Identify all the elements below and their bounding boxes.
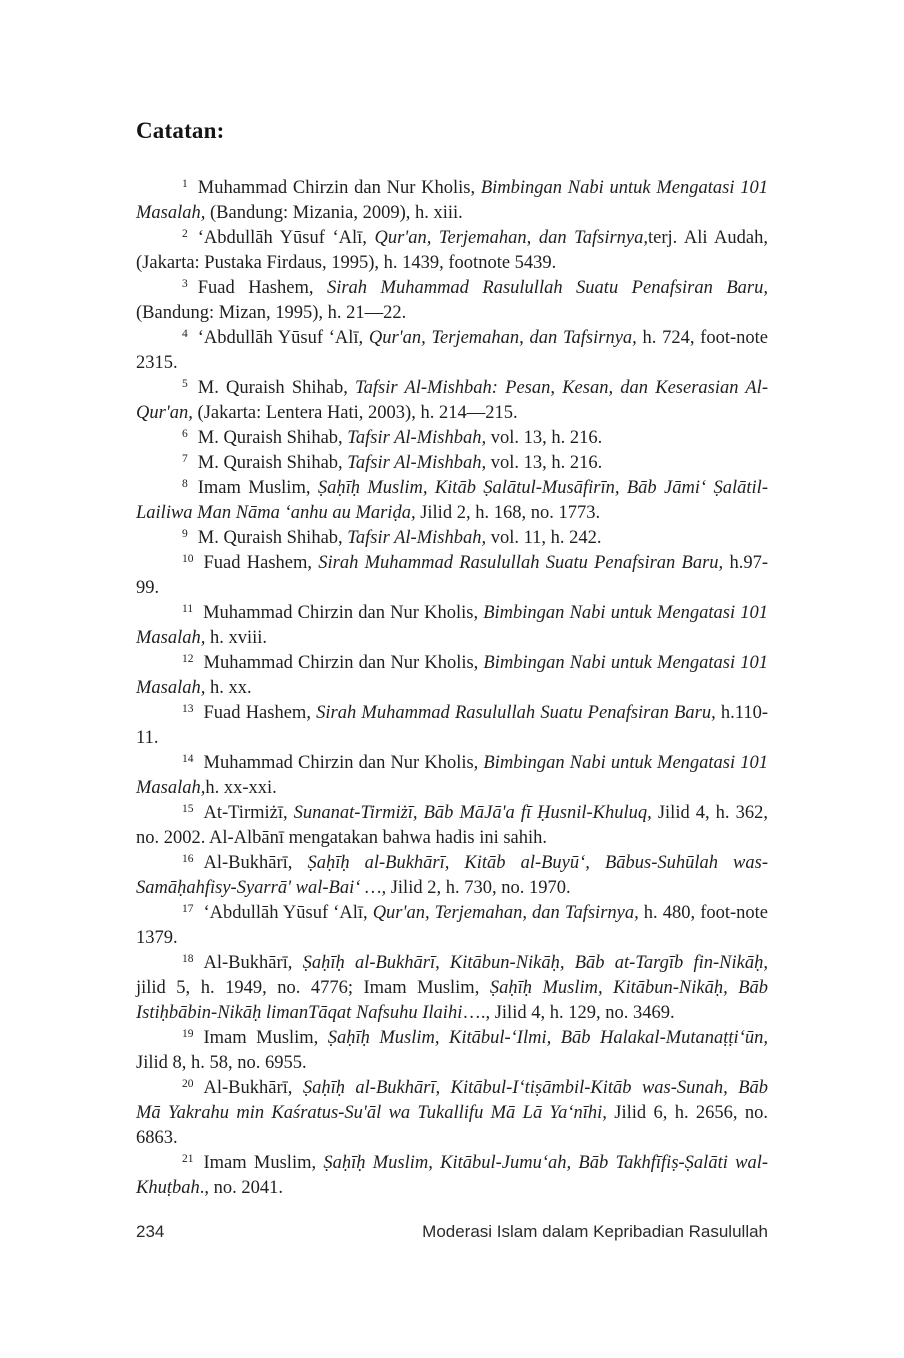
footnote-number: 8 — [182, 478, 188, 490]
page-footer — [136, 1222, 768, 1242]
footnote-text: ., no. 2041. — [199, 1178, 283, 1198]
footnote-text: (Jakarta: Lentera Hati, 2003), h. 214—215. — [192, 403, 518, 423]
footnote-text: Muhammad Chirzin dan Nur Kholis, — [203, 603, 484, 623]
footnote-text: Bimbingan Nabi untuk Mengatasi 101 Masalah, — [136, 653, 769, 698]
footnote — [136, 1151, 768, 1201]
footnote-text: Bimbingan Nabi untuk Mengatasi 101 Masalah, — [136, 603, 769, 648]
footnote-text: Sirah Muhammad Rasulullah Suatu Penafsiran Baru, — [316, 703, 716, 723]
footnote-text: (Bandung: Mizania, 2009), h. xiii. — [205, 203, 463, 223]
footnote-number: 7 — [182, 453, 188, 465]
footnote — [136, 526, 768, 551]
footnote-text: h. 724, foot-note 2315. — [136, 328, 768, 373]
footnote — [136, 376, 768, 426]
footnote — [136, 476, 768, 526]
footnote-text: Ṣaḥīḥ Muslim, Kitāb Ṣalātul-Musāfirīn, Bāb Jāmi‘ Ṣalātil-Lailiwa Man Nāma ‘anhu au Mariḍa, — [136, 478, 768, 523]
footnote — [136, 426, 768, 451]
footnote — [136, 276, 768, 326]
footnote-text: h. xx. — [205, 678, 252, 698]
footnote-text: Imam Muslim, — [203, 1028, 328, 1048]
page-content — [136, 118, 768, 1201]
footnote-text: Jilid 2, h. 730, no. 1970. — [386, 878, 571, 898]
footnote — [136, 901, 768, 951]
footnote-text: Imam Muslim, — [197, 478, 318, 498]
footnote-text: vol. 13, h. 216. — [486, 453, 603, 473]
footnote — [136, 651, 768, 701]
footnote-number: 1 — [182, 178, 188, 190]
footnote-text: ‘Abdullāh Yūsuf ‘Alī, — [197, 328, 369, 348]
footnote-text: Jilid 4, h. 362, no. 2002. Al-Albānī mengatakan bahwa hadis ini sahih. — [136, 803, 768, 848]
footnote-text: vol. 13, h. 216. — [486, 428, 603, 448]
footnote-text: Imam Muslim, — [203, 1153, 324, 1173]
footnote-text: Qur'an, Terjemahan, dan Tafsirnya, — [374, 228, 649, 248]
footnote-text: Jilid 2, h. 168, no. 1773. — [415, 503, 601, 523]
footnote — [136, 951, 768, 1026]
footnote — [136, 751, 768, 801]
footnote-text: Ṣaḥīḥ al-Bukhārī, Kitābun-Nikāḥ, Bāb at-Targīb fin-Nikāḥ, — [302, 953, 768, 973]
footnote-number: 17 — [182, 903, 194, 915]
footnote-text: Fuad Hashem, — [203, 553, 319, 573]
footnote — [136, 1076, 768, 1151]
footnote-text: Qur'an, Terjemahan, dan Tafsirnya, — [368, 328, 637, 348]
footnote-number: 20 — [182, 1078, 194, 1090]
footnote-text: Tafsir Al-Mishbah, — [347, 428, 487, 448]
footnote-number: 12 — [182, 653, 194, 665]
footnote-text: Al-Bukhārī, — [203, 853, 308, 873]
footnote-text: ‘Abdullāh Yūsuf ‘Alī, — [197, 228, 375, 248]
footnote-text: Ṣaḥīḥ Muslim, Kitābun-Nikāḥ, Bāb Istiḥbābin-Nikāḥ limanTāqat Nafsuhu Ilaihi — [136, 978, 768, 1023]
footnote — [136, 551, 768, 601]
footnote-text: h. 480, foot-note 1379. — [136, 903, 768, 948]
footnote — [136, 176, 768, 226]
footnote-text: Tafsir Al-Mishbah, — [347, 453, 487, 473]
footnote-text: h. xx-xxi. — [205, 778, 277, 798]
footnote — [136, 226, 768, 276]
footnote-text: Jilid 8, h. 58, no. 6955. — [136, 1053, 307, 1073]
footnote-text: Sirah Muhammad Rasulullah Suatu Penafsiran Baru, — [326, 278, 768, 298]
footnote-text: (Bandung: Mizan, 1995), h. 21—22. — [136, 303, 407, 323]
footnote-text: Muhammad Chirzin dan Nur Kholis, — [197, 178, 481, 198]
footnote-text: M. Quraish Shihab, — [197, 428, 348, 448]
footnote-number: 3 — [182, 278, 188, 290]
footnote-text: Muhammad Chirzin dan Nur Kholis, — [203, 653, 484, 673]
footnote-text: Jilid 6, h. 2656, no. 6863. — [136, 1103, 768, 1148]
footnote-number: 19 — [182, 1028, 194, 1040]
notes-heading: Catatan: — [136, 118, 225, 143]
footnote — [136, 701, 768, 751]
footnote-text: Ṣaḥīḥ al-Bukhārī, Kitābul-I‘tiṣāmbil-Kitāb was-Sunah, Bāb Mā Yakrahu min Kaśratus-Su'āl wa Tukallifu Mā Lā Ya‘nīhi, — [136, 1078, 768, 1123]
footnote-text: Ṣaḥīḥ Muslim, Kitābul-Jumu‘ah, Bāb Takhfīfiṣ-Ṣalāti wal-Khuṭbah — [136, 1153, 768, 1198]
footnote-text: jilid 5, h. 1949, no. 4776; Imam Muslim, — [136, 978, 490, 998]
footnote-number: 16 — [182, 853, 194, 865]
footnote-number: 18 — [182, 953, 194, 965]
footnote — [136, 451, 768, 476]
footnote-number: 21 — [182, 1153, 194, 1165]
footnote-number: 9 — [182, 528, 188, 540]
footnote-text: Fuad Hashem, — [203, 703, 317, 723]
footnote-text: Tafsir Al-Mishbah, — [347, 528, 487, 548]
footnote-text: At-Tirmiżī, — [203, 803, 294, 823]
footnote-text: …., Jilid 4, h. 129, no. 3469. — [462, 1003, 675, 1023]
footnote-text: Sunanat-Tirmiżī, Bāb MāJā'a fī Ḥusnil-Khuluq, — [293, 803, 652, 823]
footnote-text: Qur'an, Terjemahan, dan Tafsirnya, — [372, 903, 639, 923]
footnote-text: Bimbingan Nabi untuk Mengatasi 101 Masalah, — [136, 178, 768, 223]
footnote-text: Ṣaḥīḥ Muslim, Kitābul-‘Ilmi, Bāb Halakal-Mutanaṭṭi‘ūn, — [327, 1028, 768, 1048]
footnote-number: 6 — [182, 428, 188, 440]
footnote-number: 5 — [182, 378, 188, 390]
footnote-text: M. Quraish Shihab, — [197, 378, 356, 398]
footnote-text: Al-Bukhārī, — [203, 953, 303, 973]
running-title: Moderasi Islam dalam Kepribadian Rasulullah — [422, 1222, 768, 1241]
page-number: 234 — [136, 1222, 165, 1241]
footnote-text: ‘Abdullāh Yūsuf ‘Alī, — [203, 903, 373, 923]
footnotes — [136, 176, 768, 1201]
footnote-text: Tafsir Al-Mishbah: Pesan, Kesan, dan Keserasian Al-Qur'an, — [136, 378, 768, 423]
footnote — [136, 851, 768, 901]
footnote-number: 13 — [182, 703, 194, 715]
footnote — [136, 601, 768, 651]
footnote-text: vol. 11, h. 242. — [486, 528, 602, 548]
footnote-text: terj. Ali Audah, (Jakarta: Pustaka Firdaus, 1995), h. 1439, footnote 5439. — [136, 228, 768, 273]
footnote-number: 2 — [182, 228, 188, 240]
footnote-text: Muhammad Chirzin dan Nur Kholis, — [203, 753, 484, 773]
footnote-text: M. Quraish Shihab, — [197, 528, 348, 548]
footnote — [136, 1026, 768, 1076]
footnote-text: Al-Bukhārī, — [203, 1078, 303, 1098]
footnote — [136, 801, 768, 851]
footnote-text: h.110-11. — [136, 703, 768, 748]
footnote-text: h. xviii. — [205, 628, 268, 648]
footnote — [136, 326, 768, 376]
footnote-number: 4 — [182, 328, 188, 340]
footnote-number: 10 — [182, 553, 194, 565]
footnote-text: h.97-99. — [136, 553, 768, 598]
footnote-text: Fuad Hashem, — [197, 278, 327, 298]
footnote-text: M. Quraish Shihab, — [197, 453, 348, 473]
footnote-number: 14 — [182, 753, 194, 765]
footnote-number: 11 — [182, 603, 194, 615]
footnote-text: Ṣaḥīḥ al-Bukhārī, Kitāb al-Buyū‘, Bābus-Suhūlah was-Samāḥahfisy-Syarrā' wal-Bai‘ …, — [136, 853, 769, 898]
footnote-number: 15 — [182, 803, 194, 815]
footnote-text: Sirah Muhammad Rasulullah Suatu Penafsiran Baru, — [318, 553, 724, 573]
footnote-text: Bimbingan Nabi untuk Mengatasi 101 Masalah, — [136, 753, 769, 798]
